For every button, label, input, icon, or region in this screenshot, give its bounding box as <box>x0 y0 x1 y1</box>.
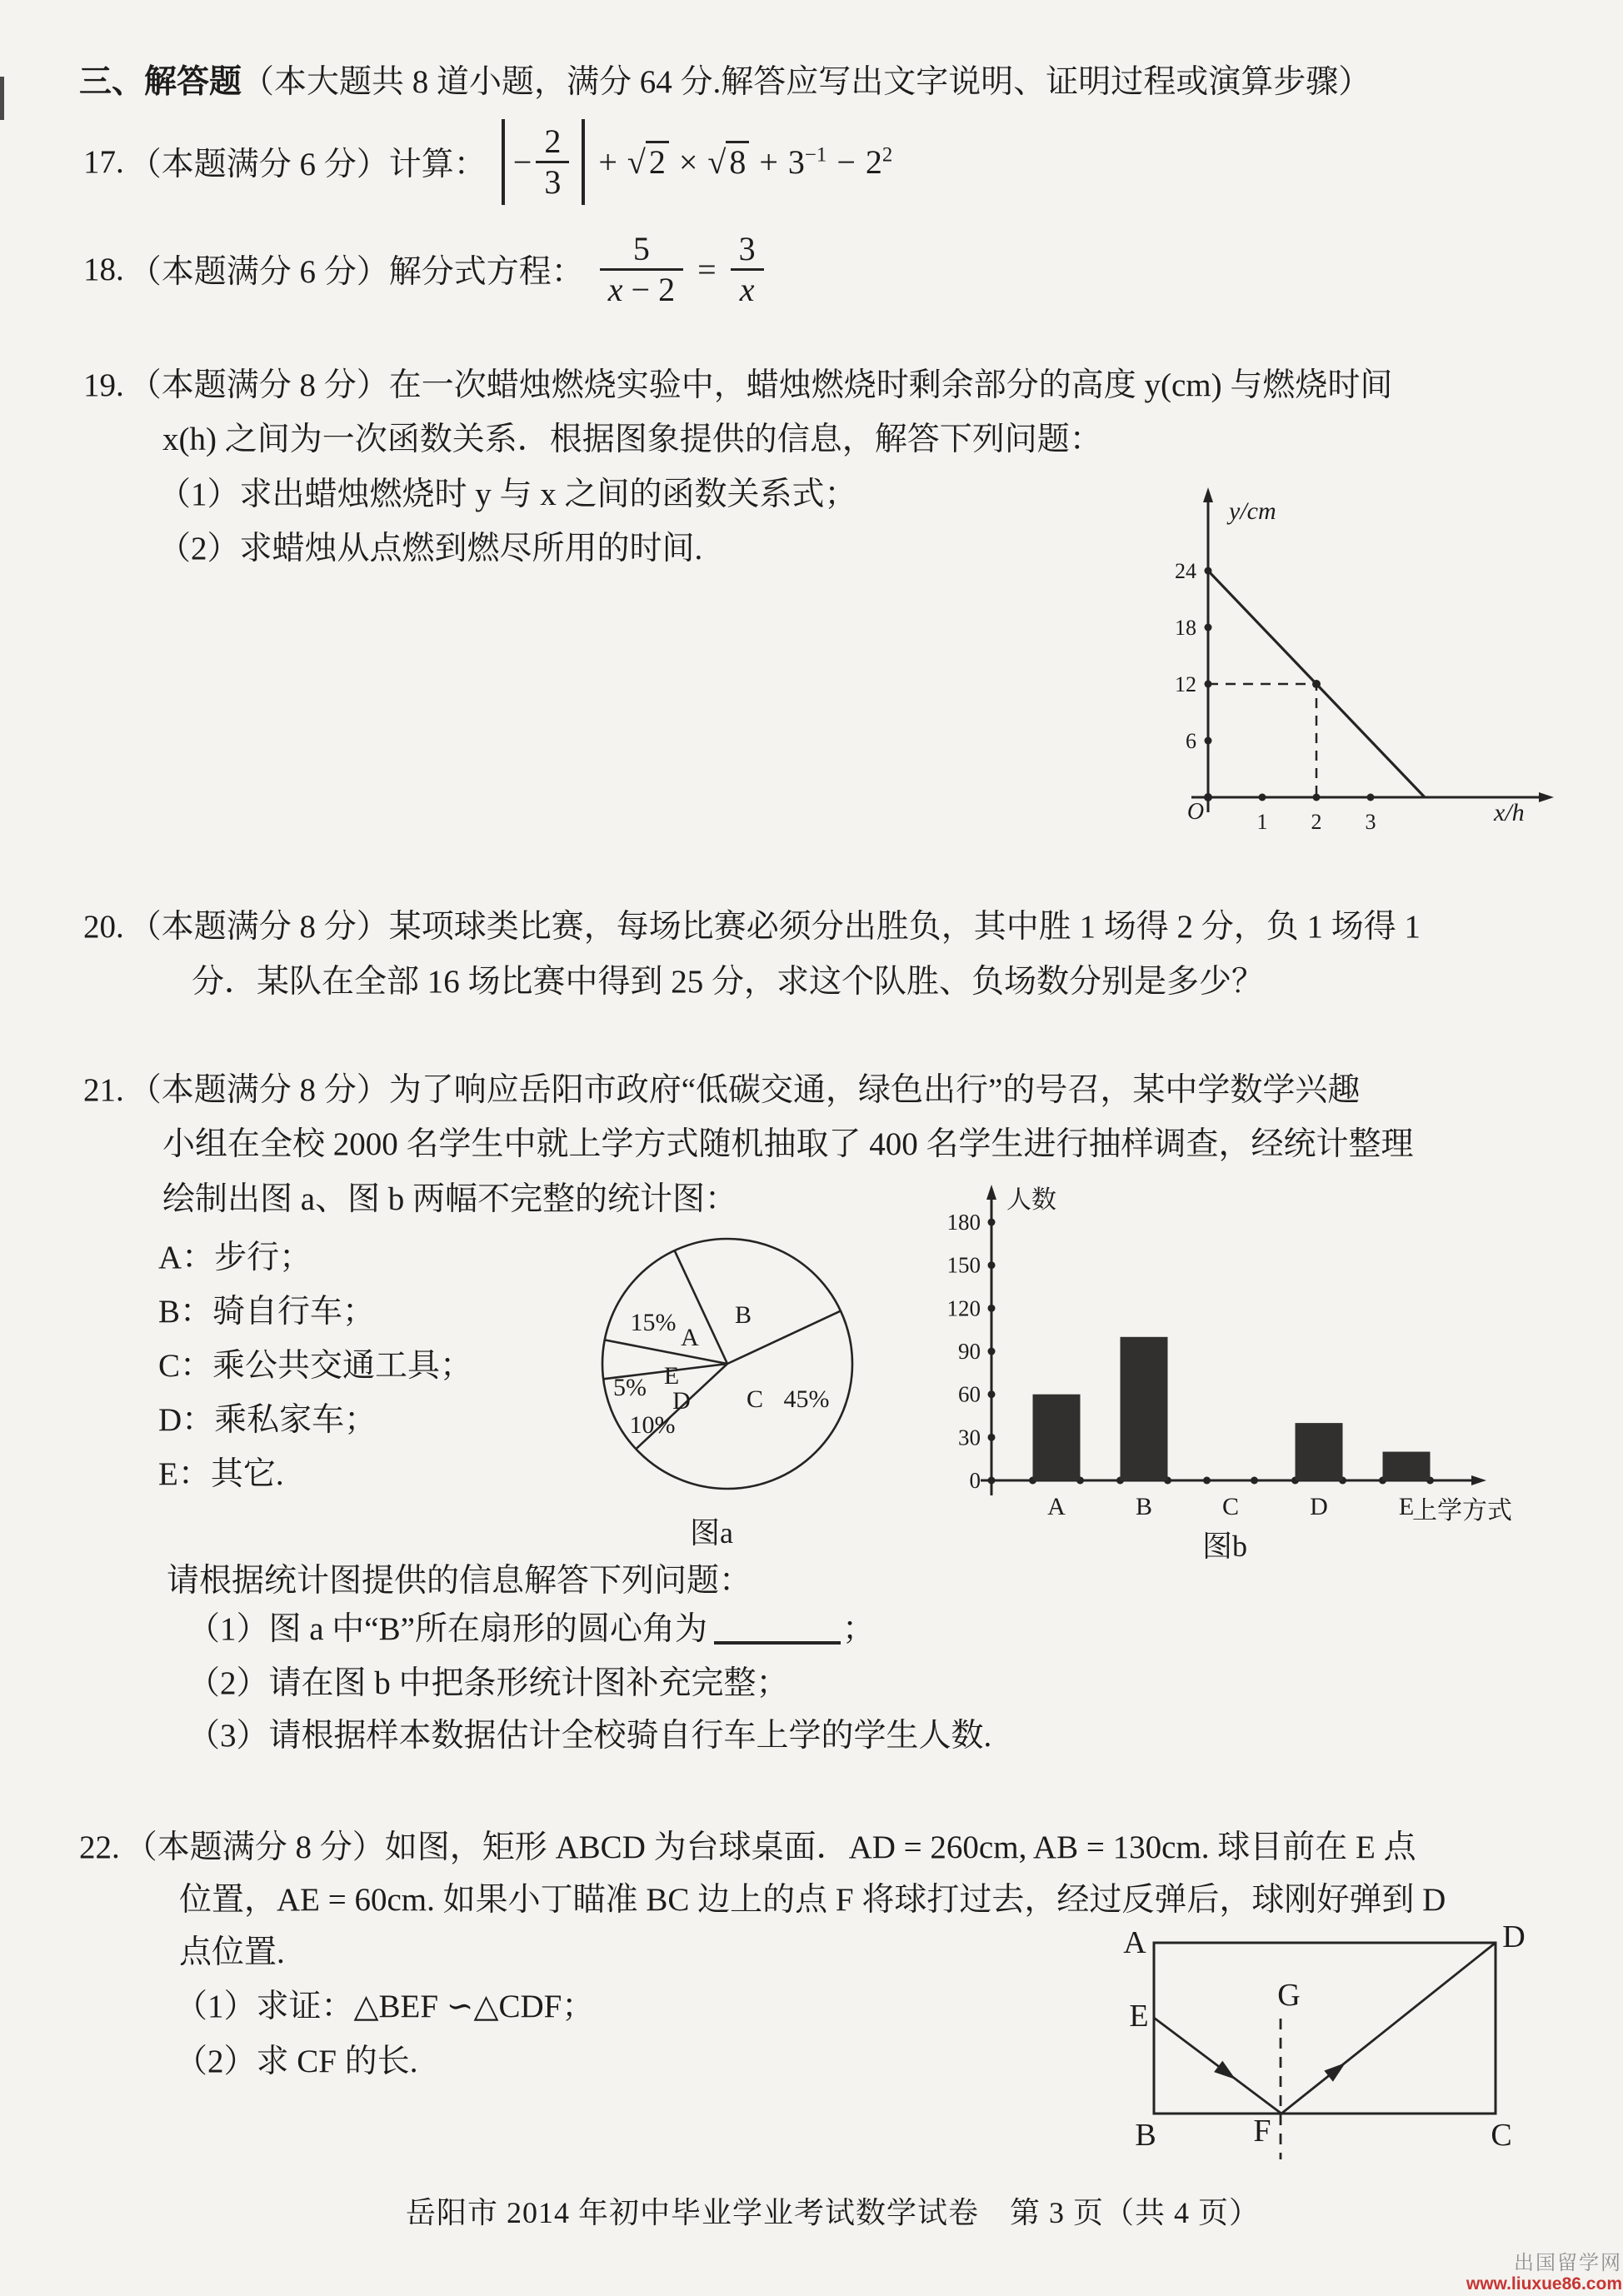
q21-number: 21. <box>83 1072 124 1108</box>
svg-text:B: B <box>1135 1493 1153 1520</box>
watermark-site-name: 出国留学网 <box>1514 2252 1622 2274</box>
svg-text:C: C <box>746 1385 764 1413</box>
bar-chart-figure-b <box>946 1165 1529 1565</box>
svg-text:x/h: x/h <box>1494 799 1525 826</box>
q18-equals: = <box>697 250 717 288</box>
svg-text:上学方式: 上学方式 <box>1412 1497 1512 1525</box>
svg-text:10%: 10% <box>629 1411 676 1439</box>
svg-text:150: 150 <box>946 1252 981 1278</box>
q22-subitem-2: （2）求 CF 的长. <box>175 2044 418 2079</box>
svg-text:O: O <box>1186 799 1205 825</box>
q21-blank-line <box>714 1615 841 1645</box>
svg-text:D: D <box>1502 1919 1526 1954</box>
svg-text:G: G <box>1277 1978 1301 2013</box>
svg-text:15%: 15% <box>630 1309 677 1336</box>
q17-fraction <box>536 122 569 202</box>
q18-right-fraction: $\frac{3}{x}$ <box>731 230 764 309</box>
q21-option-a: A：步行； <box>158 1240 312 1275</box>
svg-text:30: 30 <box>958 1425 981 1450</box>
question-21-line1: 21. （本题满分 8 分）为了响应岳阳市政府“低碳交通，绿色出行”的号召，某中学数学兴趣 <box>83 1072 1361 1108</box>
section-title: 三、解答题 <box>79 64 242 100</box>
svg-text:3: 3 <box>1365 810 1376 834</box>
sqrt-8-term: √ 8 <box>707 142 749 182</box>
svg-text:18: 18 <box>1175 616 1196 641</box>
billiard-table-diagram <box>1100 1908 1566 2187</box>
svg-text:60: 60 <box>958 1381 981 1407</box>
svg-text:12: 12 <box>1175 672 1196 697</box>
question-22-line3: 点位置. <box>179 1934 285 1970</box>
svg-text:A: A <box>681 1324 699 1351</box>
scan-edge-artifact <box>0 77 4 120</box>
q20-number: 20. <box>83 909 124 945</box>
q17-number: 17. <box>83 143 124 180</box>
q18-intro: （本题满分 6 分）解分式方程： <box>128 254 584 290</box>
sqrt-2-term: √ 2 <box>627 142 669 182</box>
q19-subitem-2: （2）求蜡烛从点燃到燃尽所用的时间. <box>158 531 703 567</box>
svg-text:人数: 人数 <box>1006 1186 1056 1214</box>
figure-b-caption: 图b <box>1202 1530 1248 1563</box>
q17-frac-numerator: 2 <box>544 122 562 160</box>
question-22-line1: 22. （本题满分 8 分）如图，矩形 ABCD 为台球桌面．AD = 260cm, AB = 130cm. 球目前在 E 点 <box>79 1829 1416 1865</box>
svg-text:120: 120 <box>946 1295 981 1321</box>
pie-chart-figure-a <box>583 1220 871 1509</box>
q22-subitem-1: （1）求证：△BEF ∽△CDF； <box>175 1989 595 2024</box>
q17-formula <box>498 119 893 205</box>
q17-op-minus: − <box>836 142 856 181</box>
svg-text:6: 6 <box>1186 729 1196 754</box>
q18-formula <box>596 230 768 309</box>
section-note: （本大题共 8 道小题，满分 64 分.解答应写出文字说明、证明过程或演算步骤） <box>242 64 1371 100</box>
svg-text:C: C <box>1491 2118 1512 2153</box>
svg-text:y/cm: y/cm <box>1229 497 1276 525</box>
q17-intro: （本题满分 6 分）计算： <box>128 147 487 182</box>
svg-text:B: B <box>734 1301 752 1329</box>
svg-text:0: 0 <box>969 1468 981 1493</box>
question-20-line2: 分．某队在全部 16 场比赛中得到 25 分，求这个队胜、负场数分别是多少？ <box>192 964 1265 1000</box>
figure-a-caption: 图a <box>690 1516 733 1550</box>
q21-prompt: 请根据统计图提供的信息解答下列问题： <box>167 1563 752 1599</box>
q17-op-times: × <box>678 142 698 181</box>
svg-text:D: D <box>1310 1493 1328 1520</box>
svg-text:C: C <box>1221 1493 1240 1520</box>
q21-subitem-1: （1）图 a 中“B”所在扇形的圆心角为 ； <box>187 1611 875 1647</box>
section-header <box>79 63 1371 102</box>
question-17 <box>83 118 892 205</box>
question-18 <box>83 225 768 313</box>
q17-frac-denominator: 3 <box>536 161 569 202</box>
q21-subitem-3: （3）请根据样本数据估计全校骑自行车上学的学生人数. <box>187 1718 992 1754</box>
q21-option-d: D：乘私家车； <box>158 1402 377 1438</box>
site-watermark <box>1333 2253 1622 2294</box>
q21-option-c: C：乘公共交通工具； <box>158 1348 473 1384</box>
q19-subitem-1: （1）求出蜡烛燃烧时 y 与 x 之间的函数关系式； <box>158 477 857 512</box>
q18-number: 18. <box>83 251 124 287</box>
q21-subitem-2: （2）请在图 b 中把条形统计图补充完整； <box>187 1665 789 1701</box>
question-22-line2: 位置，AE = 60cm. 如果小丁瞄准 BC 边上的点 F 将球打过去，经过反弹后，球刚好弹到 D <box>179 1882 1446 1918</box>
q18-left-fraction: $\frac{5}{x - 2}$ <box>600 230 683 309</box>
svg-text:D: D <box>672 1387 691 1415</box>
q21-option-b: B：骑自行车； <box>158 1294 376 1330</box>
q17-op-plus1: + <box>598 142 617 181</box>
svg-text:A: A <box>1123 1925 1146 1960</box>
svg-text:1: 1 <box>1256 810 1268 834</box>
svg-text:24: 24 <box>1175 559 1196 584</box>
svg-text:5%: 5% <box>613 1374 647 1401</box>
q18-left-denominator: x − 2 <box>600 268 683 309</box>
svg-text:45%: 45% <box>783 1385 830 1413</box>
page-footer: 岳阳市 2014 年初中毕业学业考试数学试卷 第 3 页（共 4 页） <box>406 2196 1261 2229</box>
svg-text:E: E <box>663 1362 680 1390</box>
q17-frac-sign: − <box>512 142 532 181</box>
question-21-line2: 小组在全校 2000 名学生中就上学方式随机抽取了 400 名学生进行抽样调查，经统计整理 <box>162 1126 1414 1162</box>
svg-text:F: F <box>1253 2114 1271 2149</box>
q17-op-plus2: + <box>759 142 778 181</box>
svg-text:2: 2 <box>1311 810 1322 834</box>
question-20-line1: 20. （本题满分 8 分）某项球类比赛，每场比赛必须分出胜负，其中胜 1 场得 2 分，负 1 场得 1 <box>83 909 1421 945</box>
watermark-url: www.liuxue86.com <box>1466 2274 1622 2294</box>
q21-option-e: E：其它. <box>158 1456 284 1492</box>
power-2-term: $2^2$ <box>865 142 893 181</box>
absolute-value-group <box>502 119 586 205</box>
svg-text:E: E <box>1129 1999 1149 2034</box>
q22-number: 22. <box>79 1829 120 1865</box>
question-19-line1: 19. （本题满分 8 分）在一次蜡烛燃烧实验中，蜡烛燃烧时剩余部分的高度 y(cm) 与燃烧时间 <box>83 367 1393 403</box>
svg-text:90: 90 <box>958 1339 981 1365</box>
svg-text:A: A <box>1047 1493 1066 1520</box>
question-21-line3: 绘制出图 a、图 b 两幅不完整的统计图： <box>162 1181 738 1217</box>
q19-number: 19. <box>83 367 124 403</box>
svg-text:B: B <box>1135 2118 1156 2153</box>
svg-text:180: 180 <box>946 1210 981 1235</box>
svg-text:E: E <box>1398 1493 1415 1520</box>
power-3-term: $3^{-1}$ <box>787 142 827 181</box>
candle-line-chart <box>1162 462 1612 846</box>
question-19-line2: x(h) 之间为一次函数关系．根据图象提供的信息，解答下列问题： <box>162 422 1102 457</box>
